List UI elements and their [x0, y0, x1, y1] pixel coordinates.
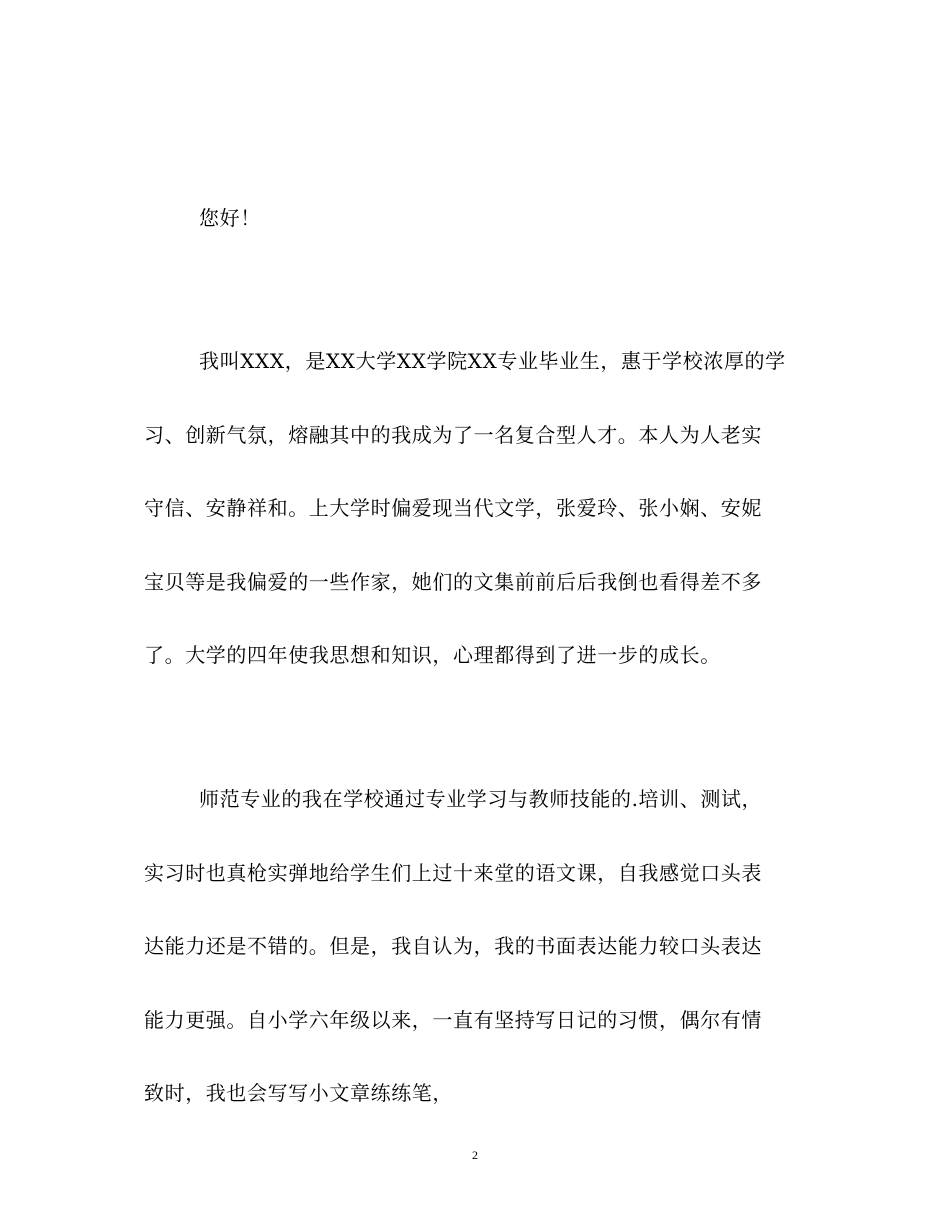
paragraph-2-line-1: 师范专业的我在学校通过专业学习与教师技能的.培训、测试， [199, 787, 763, 811]
paragraph-1-line-4: 宝贝等是我偏爱的一些作家，她们的文集前前后后我倒也看得差不多 [144, 569, 762, 594]
paragraph-1-line-3: 守信、安静祥和。上大学时偏爱现当代文学，张爱玲、张小娴、安妮 [144, 496, 762, 520]
paragraph-1-line-1: 我叫XXX，是XX大学XX学院XX专业毕业生，惠于学校浓厚的学 [199, 349, 786, 373]
greeting: 您好！ [199, 206, 261, 230]
greeting-block [144, 182, 806, 256]
paragraph-2-line-3: 达能力还是不错的。但是，我自认为，我的书面表达能力较口头表达 [144, 934, 762, 958]
paragraph-1-line-2: 习、创新气氛，熔融其中的我成为了一名复合型人才。本人为人老实 [144, 422, 762, 447]
page-number: 2 [472, 1148, 478, 1162]
paragraph-2 [144, 763, 806, 1131]
paragraph-1-line-5: 了。大学的四年使我思想和知识，心理都得到了进一步的成长。 [144, 643, 721, 667]
paragraph-1 [144, 325, 806, 693]
paragraph-2-line-4: 能力更强。自小学六年级以来，一直有坚持写日记的习惯，偶尔有情 [144, 1007, 762, 1032]
paragraph-2-line-2: 实习时也真枪实弹地给学生们上过十来堂的语文课，自我感觉口头表 [144, 860, 762, 885]
paragraph-2-line-5: 致时，我也会写写小文章练练笔， [144, 1081, 453, 1105]
